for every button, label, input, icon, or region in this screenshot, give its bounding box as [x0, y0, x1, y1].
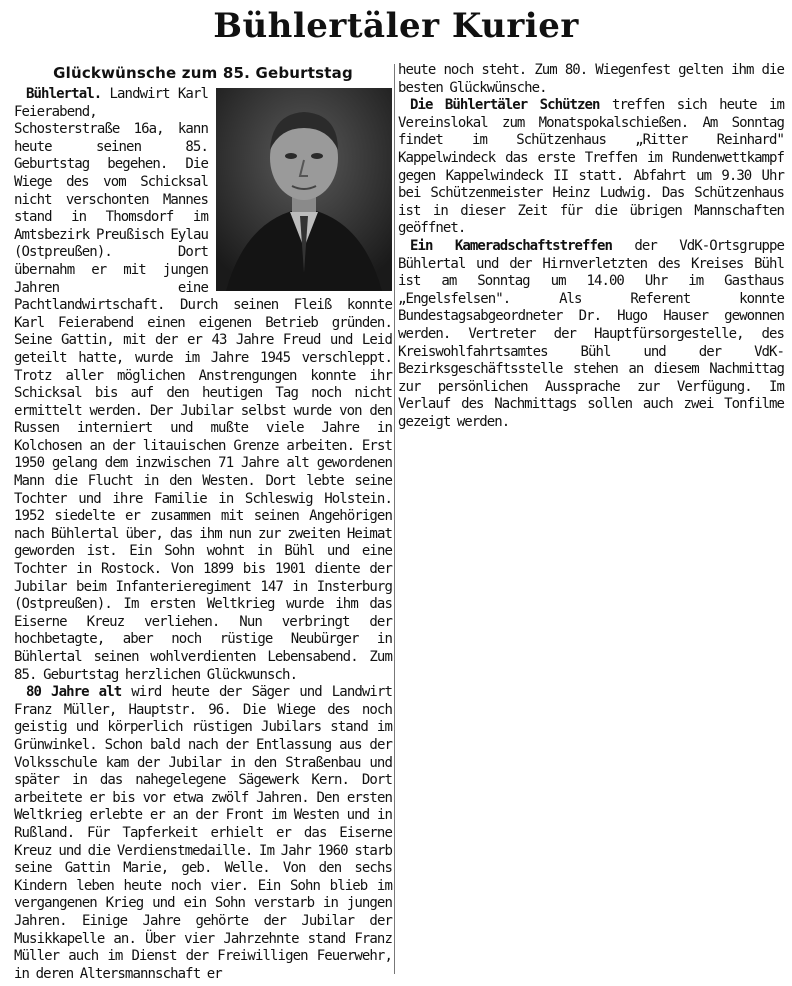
- article-headline: Glückwünsche zum 85. Geburtstag: [53, 64, 353, 82]
- right-column: [398, 62, 784, 430]
- column-divider: [394, 64, 395, 974]
- article-body: [398, 97, 784, 238]
- article-text: treffen sich heute im Vereinslokal zum Monatspokalschießen. Am Sonntag findet im Schützenhaus „Ritter Reinhard" Kappelwindeck das erste Treffen im Rundenwettkampf gegen Kappelwindeck II statt. Abfahrt um 9.30 Uhr bei Schützenmeister Heinz Ludwig. Das Schützenhaus ist in dieser Zeit für die übrigen Mannschaften geöffnet.: [398, 97, 784, 237]
- article-text: Landwirt Karl Feierabend, Schosterstraße 16a, kann heute seinen 85. Geburtstag begehen. Die Wiege des vom Schicksal nicht verschonten Mannes stand in Thomsdorf im Amtsbezirk Preußisch Eylau (Ostpreußen). Dort übernahm er mit jungen Jahren eine Pachtlandwirtschaft. Durch seinen Fleiß konnte Karl Feierabend einen eigenen Betrieb gründen. Seine Gattin, mit der er 43 Jahre Freud und Leid geteilt hatte, wurde im Jahre 1945 verschleppt. Trotz aller möglichen Anstrengungen konnte ihr Schicksal bis auf den heutigen Tag noch nicht ermittelt werden. Der Jubilar selbst wurde von den Russen interniert und mußte viele Jahre in Kolchosen an der litauischen Grenze arbeiten. Erst 1950 gelang dem inzwischen 71 Jahre alt gewordenen Mann die Flucht in den Westen. Dort lebte seine Tochter und ihre Familie in Schleswig Holstein. 1952 siedelte er zusammen mit seinen Angehörigen nach Bühlertal über, das ihm nun zur zweiten Heimat geworden ist. Ein Sohn wohnt in Bühl und eine Tochter in Rostock. Von 1899 bis 1901 diente der Jubilar beim Infanterieregiment 147 in Insterburg (Ostpreußen). Im ersten Weltkrieg wurde ihm das Eiserne Kreuz verliehen. Nun verbringt der hochbetagte, aber noch rüstige Neubürger in Bühlertal seinen wohlverdienten Lebensabend. Zum 85. Geburtstag herzlichen Glückwunsch.: [14, 86, 392, 683]
- article-lead: Ein Kameradschaftstreffen: [410, 237, 612, 254]
- article-text: der VdK-Ortsgruppe Bühlertal und der Hirnverletzten des Kreises Bühl ist am Sonntag um 14.00 Uhr im Gasthaus „Engelsfelsen". Als Referent konnte Bundestagsabgeordneter Dr. Hugo Hauser gewonnen werden. Vertreter der Hauptfürsorgestelle, des Kreiswohlfahrtsamtes Bühl und der VdK-Bezirksgeschäftsstelle stehen an diesem Nachmittag zur persönlichen Aussprache zur Verfügung. Im Verlauf des Nachmittags sollen auch zwei Tonfilme gezeigt werden.: [398, 237, 784, 430]
- article-lead: Bühlertal.: [26, 86, 102, 102]
- portrait-photo: [216, 88, 392, 291]
- article-lead: Die Bühlertäler Schützen: [410, 97, 600, 114]
- masthead: Bühlertäler Kurier: [213, 6, 579, 46]
- article-continuation: heute noch steht. Zum 80. Wiegenfest gelten ihm die besten Glückwünsche.: [398, 62, 784, 96]
- article-body: [14, 684, 392, 983]
- article-text: wird heute der Säger und Landwirt Franz Müller, Hauptstr. 96. Die Wiege des noch geistig und körperlich rüstigen Jubilars stand im Grünwinkel. Schon bald nach der Entlassung aus der Volksschule kam der Jubilar in den Straßenbau und später in das nahegelegene Sägewerk Kern. Dort arbeitete er bis vor etwa zwölf Jahren. Den ersten Weltkrieg erlebte er an der Front im Westen und in Rußland. Für Tapferkeit erhielt er das Eiserne Kreuz und die Verdienstmedaille. Im Jahr 1960 starb seine Gattin Marie, geb. Welle. Von den sechs Kindern leben heute noch vier. Ein Sohn blieb im vergangenen Krieg und ein Sohn verstarb in jungen Jahren. Einige Jahre gehörte der Jubilar der Musikkapelle an. Über vier Jahrzehnte stand Franz Müller auch im Dienst der Freiwilligen Feuerwehr, in deren Altersmannschaft er: [14, 684, 392, 982]
- left-column: [14, 62, 392, 982]
- article-body: [398, 238, 784, 432]
- article-lead: 80 Jahre alt: [26, 684, 122, 701]
